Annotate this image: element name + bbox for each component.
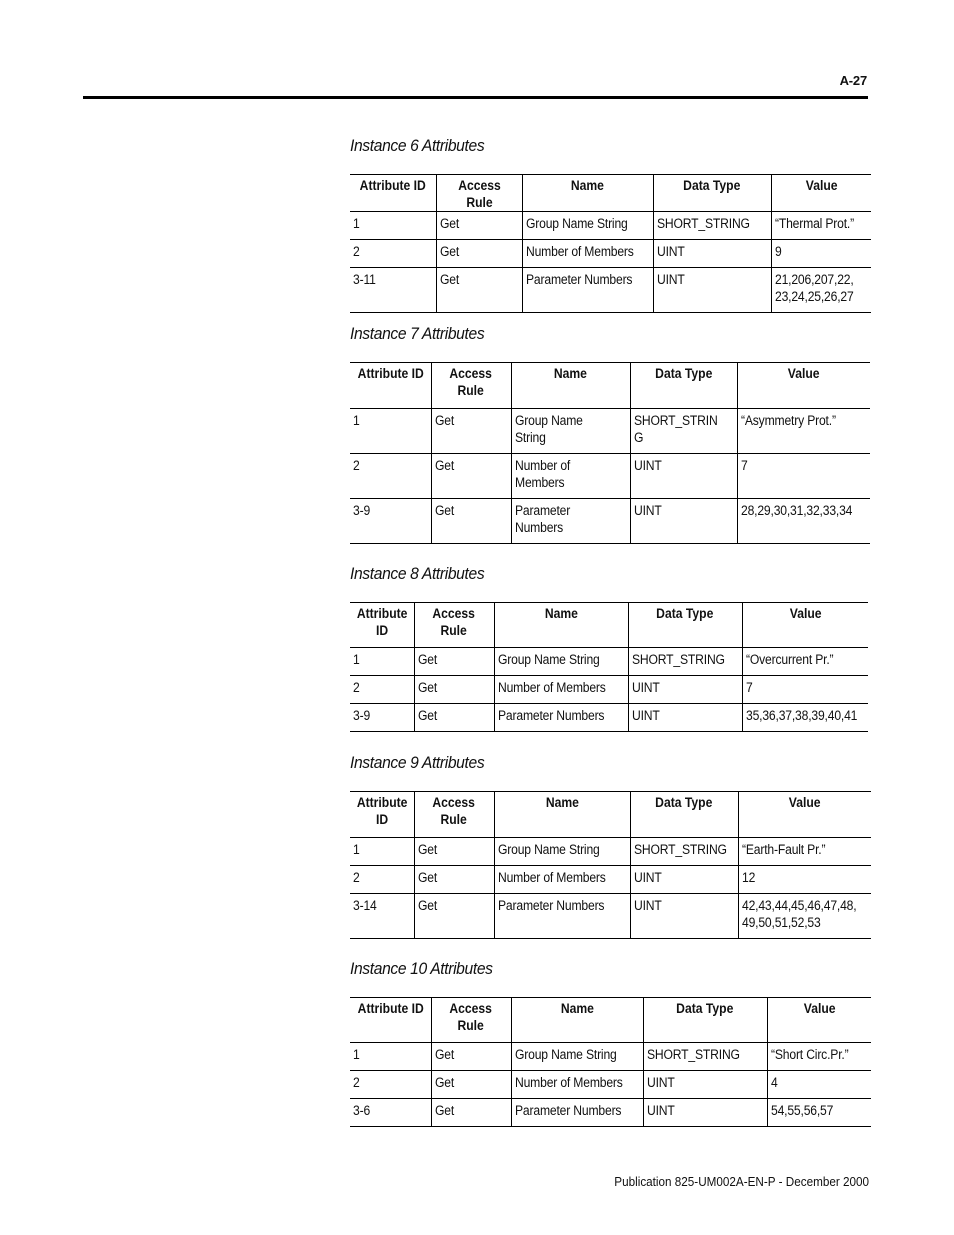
column-header-label: Attribute ID — [356, 795, 408, 827]
cell-access-rule — [431, 1071, 511, 1099]
page-number: A-27 — [839, 73, 867, 88]
cell-data-type — [653, 240, 771, 268]
cell-text: 1 — [353, 413, 360, 428]
cell-attribute-id — [350, 409, 431, 454]
column-header-data-type — [630, 792, 738, 838]
cell-access-rule — [414, 676, 494, 704]
cell-text: Parameter Numbers — [497, 708, 604, 723]
cell-access-rule — [414, 894, 494, 939]
cell-access-rule — [436, 268, 522, 313]
header-row — [350, 603, 868, 648]
table-row — [350, 676, 868, 704]
column-header-access-rule — [414, 792, 494, 838]
column-header-data-type — [628, 603, 742, 648]
cell-name — [494, 866, 630, 894]
cell-text: 2 — [353, 458, 360, 473]
attribute-table-instance-8 — [350, 602, 868, 732]
cell-data-type — [628, 648, 742, 676]
column-header-label: Data Type — [654, 366, 713, 381]
column-header-name — [511, 363, 630, 409]
cell-attribute-id — [350, 838, 414, 866]
column-header-label: Access Rule — [449, 366, 493, 398]
cell-data-type — [653, 212, 771, 240]
cell-data-type — [628, 676, 742, 704]
cell-text: 3-6 — [353, 1103, 371, 1118]
column-header-label: Attribute ID — [357, 1001, 424, 1016]
cell-text: Group Name String — [514, 413, 583, 445]
column-header-access-rule — [414, 603, 494, 648]
column-header-name — [494, 603, 628, 648]
cell-name — [494, 648, 628, 676]
column-header-label: Name — [560, 1001, 594, 1016]
section-title-instance-8: Instance 8 Attributes — [350, 564, 485, 583]
cell-data-type — [630, 499, 737, 544]
cell-value — [771, 212, 871, 240]
cell-access-rule — [436, 240, 522, 268]
cell-text: Get — [434, 413, 454, 428]
column-header-value — [738, 792, 871, 838]
column-header-label: Name — [570, 178, 605, 193]
cell-attribute-id — [350, 212, 436, 240]
table-row — [350, 499, 870, 544]
cell-text: 1 — [353, 216, 360, 231]
cell-text: 9 — [774, 244, 782, 259]
cell-access-rule — [431, 1043, 511, 1071]
cell-attribute-id — [350, 894, 414, 939]
cell-text: 28,29,30,31,32,33,34 — [740, 503, 852, 518]
table-row — [350, 1099, 871, 1127]
cell-text: Group Name String — [525, 216, 628, 231]
cell-text: Get — [439, 244, 459, 259]
cell-attribute-id — [350, 454, 431, 499]
column-header-label: Data Type — [655, 795, 713, 810]
column-header-name — [494, 792, 630, 838]
cell-text: 2 — [353, 1075, 360, 1090]
cell-data-type — [630, 409, 737, 454]
cell-text: UINT — [656, 244, 685, 259]
cell-data-type — [653, 268, 771, 313]
cell-text: 12 — [741, 870, 755, 885]
cell-text: 2 — [353, 870, 360, 885]
cell-text: 1 — [353, 842, 360, 857]
cell-access-rule — [414, 704, 494, 732]
column-header-label: Name — [553, 366, 588, 381]
attribute-table-instance-7 — [350, 362, 870, 544]
cell-text: Get — [439, 272, 459, 287]
column-header-value — [767, 998, 871, 1043]
cell-text: SHORT_STRING — [646, 1047, 740, 1062]
table-row — [350, 240, 871, 268]
cell-attribute-id — [350, 268, 436, 313]
cell-value — [738, 866, 871, 894]
header-row — [350, 363, 870, 409]
cell-name — [511, 409, 630, 454]
cell-name — [522, 212, 653, 240]
column-header-value — [771, 175, 871, 212]
cell-text: Group Name String — [514, 1047, 617, 1062]
column-header-label: Access Rule — [432, 795, 476, 827]
cell-attribute-id — [350, 499, 431, 544]
cell-access-rule — [431, 409, 511, 454]
cell-access-rule — [414, 866, 494, 894]
table-row — [350, 409, 870, 454]
cell-data-type — [630, 894, 738, 939]
cell-attribute-id — [350, 648, 414, 676]
column-header-value — [737, 363, 870, 409]
cell-text: Get — [417, 842, 437, 857]
column-header-data-type — [643, 998, 767, 1043]
column-header-label: Access Rule — [432, 606, 476, 638]
cell-text: UINT — [656, 272, 685, 287]
cell-access-rule — [414, 838, 494, 866]
cell-access-rule — [431, 1099, 511, 1127]
cell-attribute-id — [350, 704, 414, 732]
cell-text: UINT — [646, 1075, 675, 1090]
cell-attribute-id — [350, 1043, 431, 1071]
cell-value — [738, 894, 871, 939]
cell-value — [767, 1099, 871, 1127]
cell-name — [511, 454, 630, 499]
table-row — [350, 212, 871, 240]
cell-name — [522, 240, 653, 268]
cell-text: 7 — [745, 680, 753, 695]
column-header-label: Data Type — [683, 178, 741, 193]
cell-text: UINT — [646, 1103, 675, 1118]
section-title-instance-10: Instance 10 Attributes — [350, 959, 493, 978]
section-title-instance-7: Instance 7 Attributes — [350, 324, 485, 343]
column-header-access-rule — [436, 175, 522, 212]
cell-name — [511, 1071, 643, 1099]
cell-text: “Short Circ.Pr.” — [770, 1047, 848, 1062]
column-header-label: Name — [544, 606, 578, 621]
table-row — [350, 268, 871, 313]
column-header-access-rule — [431, 363, 511, 409]
cell-value — [742, 704, 868, 732]
column-header-access-rule — [431, 998, 511, 1043]
cell-text: “Asymmetry Prot.” — [740, 413, 836, 428]
cell-access-rule — [414, 648, 494, 676]
cell-text: “Overcurrent Pr.” — [745, 652, 833, 667]
cell-text: 1 — [353, 1047, 360, 1062]
cell-text: Number of Members — [525, 244, 634, 259]
attribute-table-instance-6 — [350, 174, 871, 313]
cell-text: Get — [434, 1103, 454, 1118]
cell-data-type — [643, 1043, 767, 1071]
column-header-value — [742, 603, 868, 648]
column-header-label: Value — [787, 366, 820, 381]
table-row — [350, 454, 870, 499]
cell-text: Number of Members — [514, 458, 570, 490]
cell-value — [767, 1071, 871, 1099]
column-header-label: Attribute ID — [359, 178, 426, 193]
column-header-attribute-id — [350, 998, 431, 1043]
cell-text: Get — [417, 680, 437, 695]
header-rule — [83, 96, 868, 99]
cell-name — [494, 838, 630, 866]
cell-name — [511, 1099, 643, 1127]
cell-text: Parameter Numbers — [514, 503, 570, 535]
cell-attribute-id — [350, 1099, 431, 1127]
column-header-label: Access Rule — [449, 1001, 493, 1033]
cell-data-type — [630, 866, 738, 894]
cell-text: UINT — [633, 503, 662, 518]
header-row — [350, 792, 871, 838]
column-header-label: Value — [803, 1001, 836, 1016]
cell-text: 2 — [353, 680, 360, 695]
column-header-attribute-id — [350, 603, 414, 648]
table-row — [350, 704, 868, 732]
column-header-label: Data Type — [656, 606, 714, 621]
column-header-label: Data Type — [676, 1001, 734, 1016]
cell-text: Parameter Numbers — [497, 898, 604, 913]
cell-text: Get — [434, 1075, 454, 1090]
cell-text: Get — [434, 503, 454, 518]
cell-text: SHORT_STRING — [656, 216, 750, 231]
cell-text: Number of Members — [497, 680, 606, 695]
cell-value — [771, 240, 871, 268]
column-header-data-type — [653, 175, 771, 212]
cell-text: UINT — [633, 898, 662, 913]
cell-value — [742, 676, 868, 704]
cell-text: Parameter Numbers — [525, 272, 632, 287]
cell-text: 42,43,44,45,46,47,48, 49,50,51,52,53 — [741, 898, 856, 930]
cell-text: 3-11 — [353, 272, 376, 287]
table-row — [350, 866, 871, 894]
cell-text: SHORT_STRIN G — [633, 413, 718, 445]
cell-text: Number of Members — [497, 870, 606, 885]
cell-text: Get — [434, 1047, 454, 1062]
cell-value — [737, 454, 870, 499]
cell-attribute-id — [350, 866, 414, 894]
cell-access-rule — [436, 212, 522, 240]
header-row — [350, 998, 871, 1043]
cell-text: “Thermal Prot.” — [774, 216, 854, 231]
attribute-table-instance-9 — [350, 791, 871, 939]
column-header-label: Value — [805, 178, 838, 193]
publication-footer: Publication 825-UM002A-EN-P - December 2000 — [614, 1174, 869, 1189]
section-title-instance-6: Instance 6 Attributes — [350, 136, 485, 155]
cell-text: 4 — [770, 1075, 778, 1090]
column-header-label: Access Rule — [457, 178, 501, 210]
cell-text: UINT — [631, 680, 660, 695]
cell-data-type — [630, 838, 738, 866]
column-header-name — [522, 175, 653, 212]
table-row — [350, 838, 871, 866]
cell-text: “Earth-Fault Pr.” — [741, 842, 825, 857]
column-header-name — [511, 998, 643, 1043]
cell-data-type — [628, 704, 742, 732]
column-header-label: Value — [789, 606, 822, 621]
cell-text: 7 — [740, 458, 748, 473]
cell-text: Group Name String — [497, 842, 600, 857]
cell-name — [494, 894, 630, 939]
cell-access-rule — [431, 499, 511, 544]
cell-text: Get — [417, 652, 437, 667]
cell-text: Get — [417, 870, 437, 885]
cell-text: 2 — [353, 244, 360, 259]
cell-text: SHORT_STRING — [631, 652, 725, 667]
table-row — [350, 894, 871, 939]
cell-attribute-id — [350, 676, 414, 704]
cell-name — [494, 676, 628, 704]
cell-access-rule — [431, 454, 511, 499]
cell-text: Get — [434, 458, 454, 473]
column-header-attribute-id — [350, 175, 436, 212]
cell-text: Get — [417, 898, 437, 913]
cell-text: 3-14 — [353, 898, 377, 913]
cell-data-type — [643, 1071, 767, 1099]
cell-text: 3-9 — [353, 708, 371, 723]
cell-text: UINT — [633, 458, 662, 473]
column-header-attribute-id — [350, 792, 414, 838]
cell-text: Number of Members — [514, 1075, 623, 1090]
cell-text: 35,36,37,38,39,40,41 — [745, 708, 857, 723]
cell-text: Group Name String — [497, 652, 600, 667]
cell-data-type — [630, 454, 737, 499]
attribute-table-instance-10 — [350, 997, 871, 1127]
cell-text: 54,55,56,57 — [770, 1103, 833, 1118]
cell-text: UINT — [633, 870, 662, 885]
cell-value — [771, 268, 871, 313]
cell-text: 3-9 — [353, 503, 371, 518]
column-header-label: Attribute ID — [357, 366, 424, 381]
cell-text: 21,206,207,22, 23,24,25,26,27 — [774, 272, 854, 304]
header-row — [350, 175, 871, 212]
cell-text: Get — [439, 216, 459, 231]
column-header-data-type — [630, 363, 737, 409]
column-header-attribute-id — [350, 363, 431, 409]
table-row — [350, 648, 868, 676]
table-row — [350, 1071, 871, 1099]
cell-text: Get — [417, 708, 437, 723]
column-header-label: Name — [545, 795, 579, 810]
cell-name — [511, 1043, 643, 1071]
cell-attribute-id — [350, 240, 436, 268]
table-row — [350, 1043, 871, 1071]
cell-value — [737, 499, 870, 544]
cell-text: SHORT_STRING — [633, 842, 727, 857]
cell-text: UINT — [631, 708, 660, 723]
cell-value — [767, 1043, 871, 1071]
cell-value — [737, 409, 870, 454]
cell-value — [738, 838, 871, 866]
section-title-instance-9: Instance 9 Attributes — [350, 753, 485, 772]
cell-data-type — [643, 1099, 767, 1127]
cell-name — [511, 499, 630, 544]
cell-text: 1 — [353, 652, 360, 667]
cell-value — [742, 648, 868, 676]
cell-text: Parameter Numbers — [514, 1103, 621, 1118]
cell-name — [522, 268, 653, 313]
column-header-label: Attribute ID — [356, 606, 408, 638]
cell-attribute-id — [350, 1071, 431, 1099]
column-header-label: Value — [788, 795, 821, 810]
cell-name — [494, 704, 628, 732]
